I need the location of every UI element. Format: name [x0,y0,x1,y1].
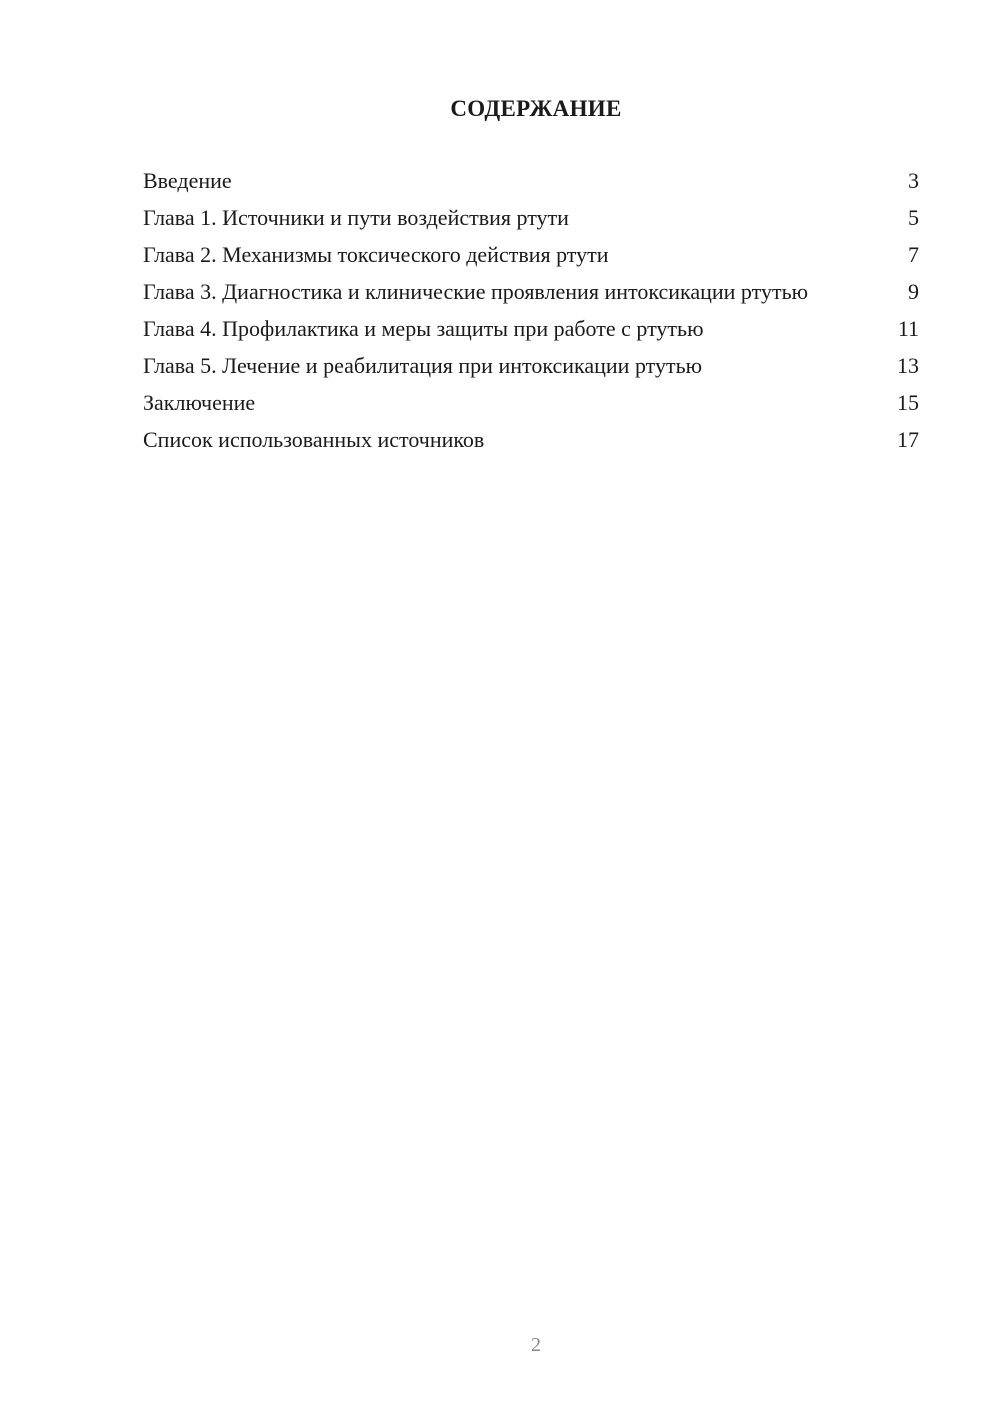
toc-entry-page: 13 [897,353,919,378]
toc-entry-label: Глава 2. Механизмы токсического действия ртути [143,242,609,267]
toc-entry-label: Введение [143,168,232,193]
table-of-contents [143,168,919,464]
toc-entry-chapter-4[interactable] [143,316,919,342]
toc-entry-page: 7 [908,242,919,267]
toc-entry-page: 15 [897,390,919,415]
toc-entry-page: 11 [897,316,919,341]
toc-entry-label: Глава 5. Лечение и реабилитация при интоксикации ртутью [143,353,703,378]
toc-entry-chapter-2[interactable] [143,242,919,268]
toc-entry-page: 9 [908,279,919,304]
toc-entry-conclusion[interactable] [143,390,919,416]
toc-entry-label: Глава 1. Источники и пути воздействия ртути [143,205,569,230]
toc-entry-chapter-3[interactable] [143,279,919,305]
toc-entry-introduction[interactable] [143,168,919,194]
toc-entry-page: 5 [908,205,919,230]
page-number: 2 [531,1334,541,1356]
toc-entry-references[interactable] [143,427,919,453]
toc-entry-page: 3 [908,168,919,193]
toc-entry-chapter-1[interactable] [143,205,919,231]
toc-entry-label: Глава 3. Диагностика и клинические проявления интоксикации ртутью [143,279,809,304]
toc-entry-chapter-5[interactable] [143,353,919,379]
toc-entry-label: Заключение [143,390,256,415]
toc-entry-label: Список использованных источников [143,427,485,452]
toc-entry-page: 17 [897,427,919,452]
toc-heading: СОДЕРЖАНИЕ [450,96,622,121]
toc-entry-label: Глава 4. Профилактика и меры защиты при работе с ртутью [143,316,704,341]
